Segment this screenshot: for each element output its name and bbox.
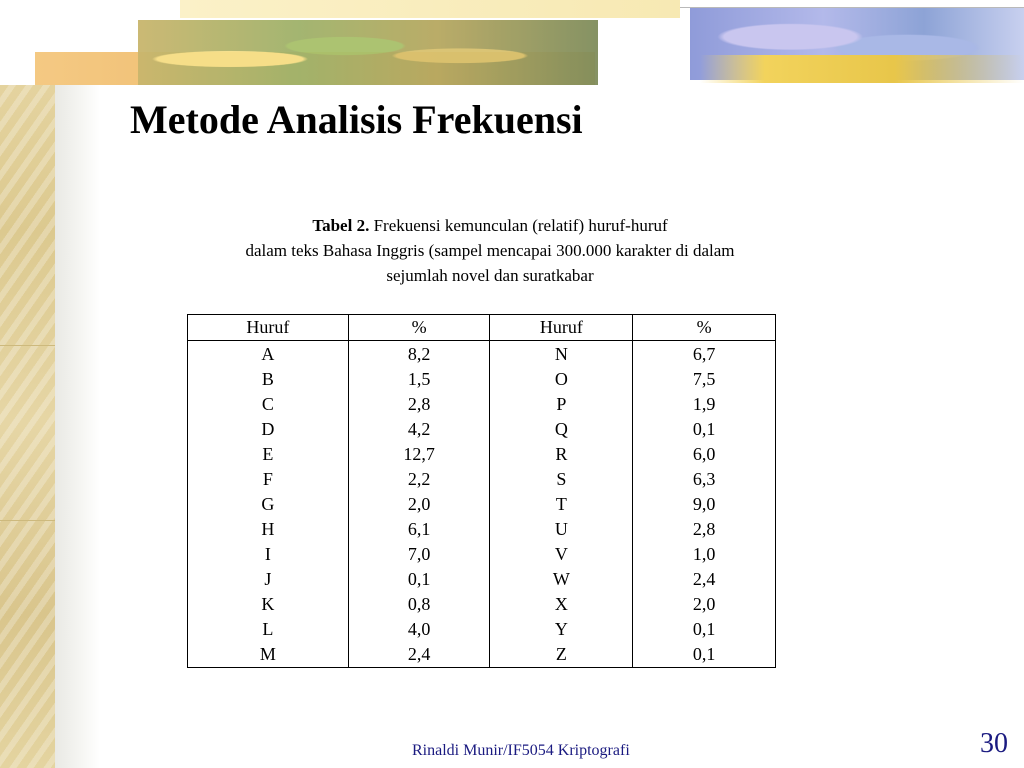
letter-cell: T: [490, 492, 633, 517]
table-row: [188, 592, 776, 617]
letter-cell: C: [188, 392, 349, 417]
decorative-left-shade: [55, 85, 100, 768]
percent-cell: 2,2: [348, 467, 490, 492]
percent-cell: 0,1: [633, 642, 776, 668]
banner-gold-streak: [700, 55, 1024, 83]
table-row: [188, 417, 776, 442]
letter-cell: Y: [490, 617, 633, 642]
letter-cell: K: [188, 592, 349, 617]
table-body: [188, 341, 776, 668]
percent-cell: 4,0: [348, 617, 490, 642]
table-row: [188, 442, 776, 467]
table-header-row: [188, 315, 776, 341]
table-row: [188, 367, 776, 392]
percent-cell: 0,1: [633, 417, 776, 442]
strip-divider: [0, 520, 55, 521]
percent-cell: 6,3: [633, 467, 776, 492]
percent-cell: 2,4: [348, 642, 490, 668]
letter-cell: M: [188, 642, 349, 668]
percent-cell: 7,0: [348, 542, 490, 567]
letter-cell: U: [490, 517, 633, 542]
table-row: [188, 567, 776, 592]
strip-divider: [0, 345, 55, 346]
percent-cell: 12,7: [348, 442, 490, 467]
caption-line-3: sejumlah novel dan suratkabar: [386, 266, 594, 285]
percent-cell: 4,2: [348, 417, 490, 442]
header-percent: %: [348, 315, 490, 341]
letter-cell: O: [490, 367, 633, 392]
letter-cell: F: [188, 467, 349, 492]
caption-line-1: [160, 213, 820, 238]
table-row: [188, 617, 776, 642]
percent-cell: 7,5: [633, 367, 776, 392]
letter-cell: Q: [490, 417, 633, 442]
letter-cell: B: [188, 367, 349, 392]
table-row: [188, 492, 776, 517]
header-letter: Huruf: [490, 315, 633, 341]
letter-cell: G: [188, 492, 349, 517]
percent-cell: 2,8: [348, 392, 490, 417]
table-row: [188, 392, 776, 417]
letter-cell: W: [490, 567, 633, 592]
letter-cell: S: [490, 467, 633, 492]
letter-cell: J: [188, 567, 349, 592]
letter-cell: P: [490, 392, 633, 417]
table-row: [188, 642, 776, 668]
letter-cell: H: [188, 517, 349, 542]
caption-label: Tabel 2.: [312, 216, 370, 235]
percent-cell: 1,9: [633, 392, 776, 417]
percent-cell: 1,5: [348, 367, 490, 392]
header-letter: Huruf: [188, 315, 349, 341]
percent-cell: 0,1: [633, 617, 776, 642]
percent-cell: 0,1: [348, 567, 490, 592]
percent-cell: 8,2: [348, 341, 490, 368]
percent-cell: 2,0: [348, 492, 490, 517]
percent-cell: 2,4: [633, 567, 776, 592]
letter-cell: Z: [490, 642, 633, 668]
banner-cream-band: [180, 0, 680, 18]
percent-cell: 2,0: [633, 592, 776, 617]
letter-cell: N: [490, 341, 633, 368]
table-row: [188, 467, 776, 492]
percent-cell: 6,1: [348, 517, 490, 542]
decorative-left-strip: [0, 0, 55, 768]
letter-cell: D: [188, 417, 349, 442]
footer-text: Rinaldi Munir/IF5054 Kriptografi: [412, 742, 630, 759]
page-number: 30: [980, 728, 1008, 759]
decorative-top-banner: [0, 0, 1024, 85]
letter-cell: R: [490, 442, 633, 467]
table-row: [188, 542, 776, 567]
letter-cell: E: [188, 442, 349, 467]
percent-cell: 9,0: [633, 492, 776, 517]
percent-cell: 6,0: [633, 442, 776, 467]
table-row: [188, 341, 776, 368]
table-caption: [160, 213, 820, 288]
slide-title: Metode Analisis Frekuensi: [130, 97, 583, 142]
percent-cell: 2,8: [633, 517, 776, 542]
banner-leaves-image: [138, 20, 598, 85]
caption-text: Frekuensi kemunculan (relatif) huruf-huruf: [373, 216, 668, 235]
letter-cell: I: [188, 542, 349, 567]
caption-line-2: dalam teks Bahasa Inggris (sampel mencapai 300.000 karakter di dalam: [245, 241, 735, 260]
header-percent: %: [633, 315, 776, 341]
letter-cell: X: [490, 592, 633, 617]
percent-cell: 1,0: [633, 542, 776, 567]
table-row: [188, 517, 776, 542]
letter-cell: A: [188, 341, 349, 368]
letter-frequency-table: [187, 314, 776, 668]
percent-cell: 6,7: [633, 341, 776, 368]
letter-cell: L: [188, 617, 349, 642]
letter-cell: V: [490, 542, 633, 567]
percent-cell: 0,8: [348, 592, 490, 617]
